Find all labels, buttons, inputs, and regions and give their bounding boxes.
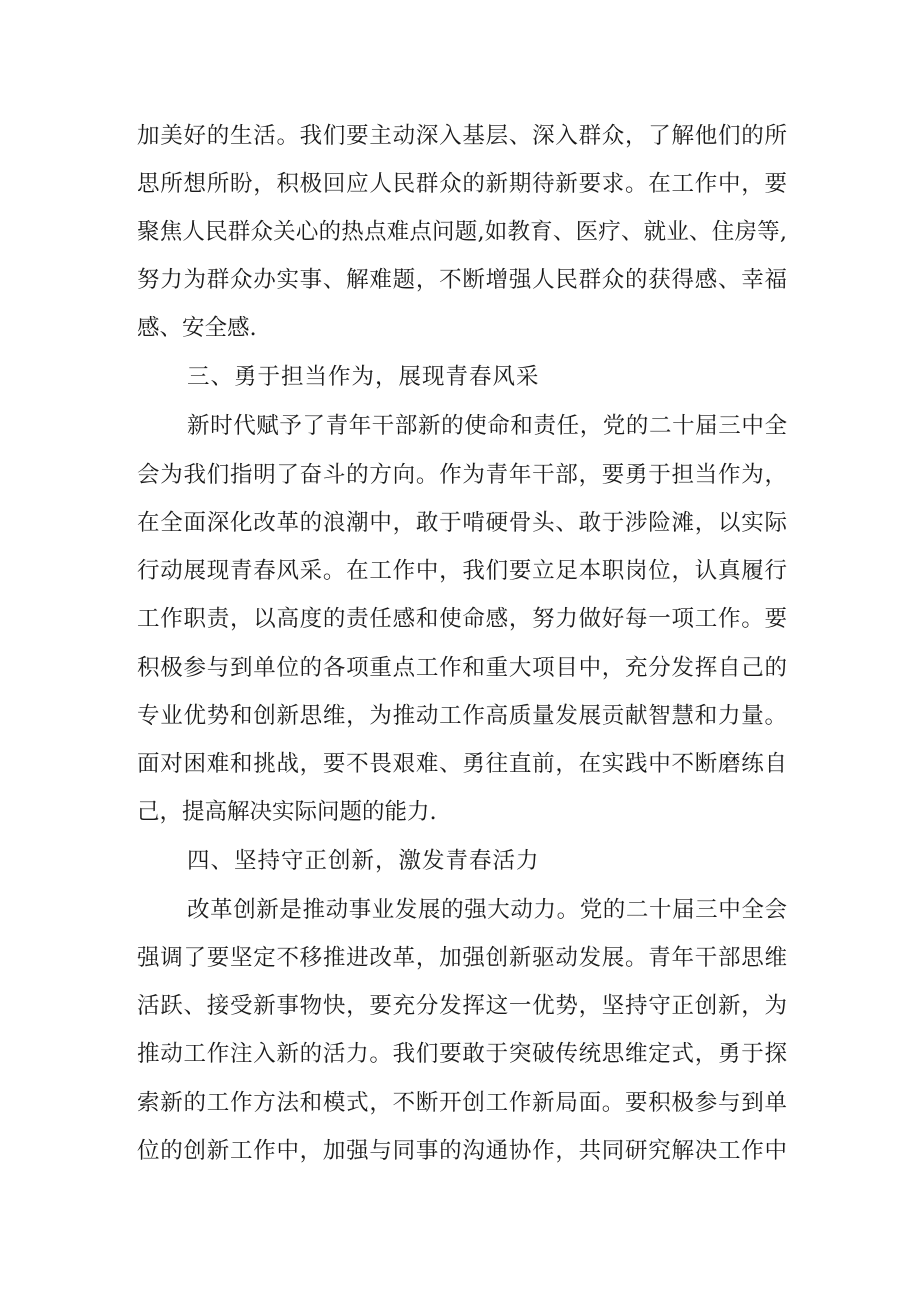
- paragraph-2-line-7: 专业优势和创新思维，为推动工作高质量发展贡献智慧和力量。: [137, 703, 787, 729]
- paragraph-1-line-3: 聚焦人民群众关心的热点难点问题,如教育、医疗、就业、住房等,: [137, 219, 787, 245]
- paragraph-3-line-3: 活跃、接受新事物快，要充分发挥这一优势，坚持守正创新，为: [137, 993, 787, 1019]
- paragraph-3-line-5: 索新的工作方法和模式，不断开创工作新局面。要积极参与到单: [137, 1090, 787, 1116]
- paragraph-2-line-8: 面对困难和挑战，要不畏艰难、勇往直前，在实践中不断磨练自: [137, 751, 787, 777]
- paragraph-3-line-1: 改革创新是推动事业发展的强大动力。党的二十届三中全会: [187, 897, 787, 923]
- paragraph-1-line-5: 感、安全感.: [137, 315, 257, 341]
- paragraph-1-line-2: 思所想所盼，积极回应人民群众的新期待新要求。在工作中，要: [137, 171, 787, 197]
- paragraph-3-line-6: 位的创新工作中，加强与同事的沟通协作，共同研究解决工作中: [137, 1138, 787, 1164]
- paragraph-2-line-4: 行动展现青春风采。在工作中，我们要立足本职岗位，认真履行: [137, 558, 787, 584]
- paragraph-1-line-4: 努力为群众办实事、解难题，不断增强人民群众的获得感、幸福: [137, 267, 787, 293]
- paragraph-3-line-2: 强调了要坚定不移推进改革，加强创新驱动发展。青年干部思维: [137, 945, 787, 971]
- paragraph-2-line-6: 积极参与到单位的各项重点工作和重大项目中，充分发挥自己的: [137, 655, 787, 681]
- paragraph-2-line-1: 新时代赋予了青年干部新的使命和责任，党的二十届三中全: [187, 413, 787, 439]
- paragraph-2-line-5: 工作职责，以高度的责任感和使命感，努力做好每一项工作。要: [137, 606, 787, 632]
- paragraph-3-line-4: 推动工作注入新的活力。我们要敢于突破传统思维定式，勇于探: [137, 1041, 787, 1067]
- paragraph-2-line-9: 己，提高解决实际问题的能力.: [137, 799, 437, 825]
- paragraph-1-line-1: 加美好的生活。我们要主动深入基层、深入群众，了解他们的所: [137, 123, 787, 149]
- paragraph-2-line-2: 会为我们指明了奋斗的方向。作为青年干部，要勇于担当作为，: [137, 462, 787, 488]
- paragraph-2-line-3: 在全面深化改革的浪潮中，敢于啃硬骨头、敢于涉险滩，以实际: [137, 510, 787, 536]
- section-heading-3: 三、勇于担当作为，展现青春风采: [187, 364, 540, 390]
- section-heading-4: 四、坚持守正创新，激发青春活力: [187, 848, 540, 874]
